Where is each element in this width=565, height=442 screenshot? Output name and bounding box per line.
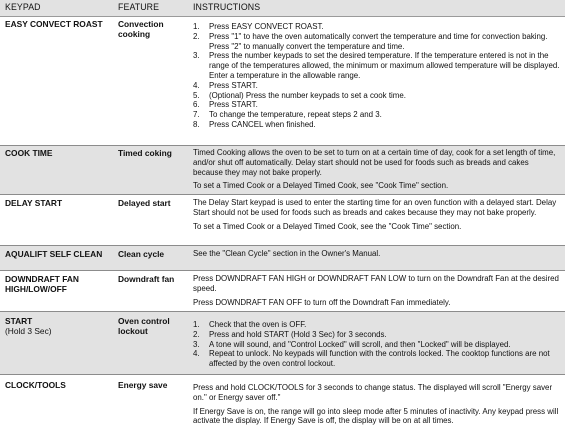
paragraph: Press DOWNDRAFT FAN OFF to turn off the Downdraft Fan immediately. xyxy=(193,297,451,307)
instructions xyxy=(193,249,560,259)
paragraph: The Delay Start keypad is used to enter the starting time for an oven function with a delayed start. Delay Start should not be used for foods such as breads and cakes because they may not bake properly. xyxy=(193,198,557,217)
step: 2. Press and hold START (Hold 3 Sec) for 3 seconds. xyxy=(193,329,387,339)
paragraph: To set a Timed Cook or a Delayed Timed Cook, see "Cook Time" section. xyxy=(193,181,449,191)
step: 5. (Optional) Press the number keypads to set a cook time. xyxy=(193,90,406,100)
keypad-name: DELAY START xyxy=(5,198,63,208)
keypad-name: EASY CONVECT ROAST xyxy=(5,19,103,29)
instructions xyxy=(193,148,560,191)
step: 2. Press "1" to have the oven automatically convert the temperature and time for convection baking. Press "2" to manually convert the temperature and time. xyxy=(193,31,548,51)
feature-name: Delayed start xyxy=(118,198,171,208)
step: 1. Press EASY CONVECT ROAST. xyxy=(193,22,324,31)
table-row-cook-time xyxy=(0,146,565,194)
table-row-aqualift-self-clean xyxy=(0,246,565,270)
feature-name: Convection cooking xyxy=(118,19,164,39)
feature-name: Energy save xyxy=(118,380,168,390)
step: 4. Press START. xyxy=(193,80,258,90)
header-feature: FEATURE xyxy=(118,2,160,12)
keypad-name: START (Hold 3 Sec) xyxy=(5,316,52,336)
step: 3. A tone will sound, and "Control Locked" will scroll, and then "Locked" will be displayed. xyxy=(193,339,511,349)
keypad-name: AQUALIFT SELF CLEAN xyxy=(5,249,103,259)
step: 4. Repeat to unlock. No keypads will function with the controls locked. The cooktop functions are not affected by the oven control lockout. xyxy=(193,349,550,369)
feature-name: Timed coking xyxy=(118,148,172,158)
step: 8. Press CANCEL when finished. xyxy=(193,119,316,129)
table-header xyxy=(0,0,565,17)
step: 7. To change the temperature, repeat steps 2 and 3. xyxy=(193,110,382,120)
feature-name: Clean cycle xyxy=(118,249,165,259)
instructions xyxy=(193,274,560,307)
feature-name: Oven control lockout xyxy=(118,316,170,336)
table-row-start-hold xyxy=(0,312,565,374)
instructions xyxy=(193,320,560,369)
feature-name: Downdraft fan xyxy=(118,274,175,284)
step: 6. Press START. xyxy=(193,100,258,110)
step: 3. Press the number keypads to set the desired temperature. If the temperature entered is not in the range of the temperatures allowed, the minimum or maximum allowed temperature will be displayed. Enter a temperature in the allowable range. xyxy=(193,51,560,80)
paragraph: See the "Clean Cycle" section in the Owner's Manual. xyxy=(193,249,381,258)
instructions xyxy=(193,22,560,130)
paragraph: If Energy Save is on, the range will go into sleep mode after 5 minutes of inactivity. Any keypad press will activate the display. If Energy Save is off, the display will be on at all times. xyxy=(193,406,559,426)
header-keypad: KEYPAD xyxy=(5,2,41,12)
table-row-delay-start xyxy=(0,195,565,245)
keypad-name: DOWNDRAFT FAN HIGH/LOW/OFF xyxy=(5,274,79,294)
keypad-name: CLOCK/TOOLS xyxy=(5,380,66,390)
keypad-name: COOK TIME xyxy=(5,148,53,158)
table-row-easy-convect-roast xyxy=(0,17,565,145)
instructions xyxy=(193,198,560,231)
table-row-clock-tools xyxy=(0,375,565,442)
paragraph: Timed Cooking allows the oven to be set to turn on at a certain time of day, cook for a set length of time, and/or shut off automatically. Delay start should not be used for foods such as breads and cakes because they may not bake properly. xyxy=(193,148,556,177)
instructions xyxy=(193,383,560,426)
step: 1. Check that the oven is OFF. xyxy=(193,320,307,329)
paragraph: To set a Timed Cook or a Delayed Timed Cook, see the "Cook Time" section. xyxy=(193,221,462,231)
paragraph: Press and hold CLOCK/TOOLS for 3 seconds to change status. The displayed will scroll "Energy saver on." or Energy saver off." xyxy=(193,383,553,402)
paragraph: Press DOWNDRAFT FAN HIGH or DOWNDRAFT FAN LOW to turn on the Downdraft Fan at the desired speed. xyxy=(193,274,559,293)
header-instructions: INSTRUCTIONS xyxy=(193,2,261,12)
table-row-downdraft-fan xyxy=(0,271,565,311)
